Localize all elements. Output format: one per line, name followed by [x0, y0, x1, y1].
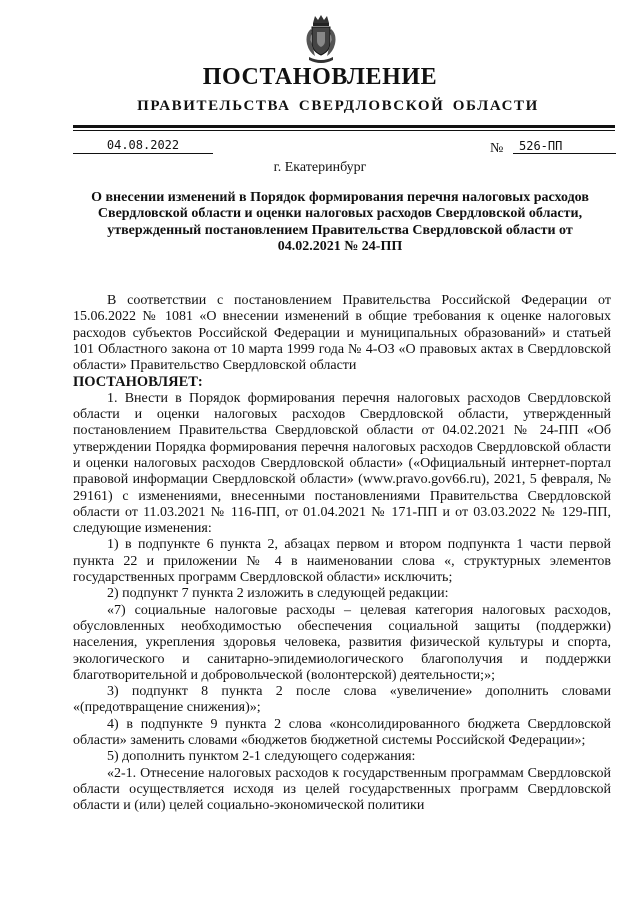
document-body [73, 293, 611, 815]
body-paragraph: 5) дополнить пунктом 2-1 следующего содержания: [107, 749, 416, 765]
number-sign: № [490, 141, 504, 156]
header-rule-thin [73, 130, 615, 131]
body-paragraph: 4) в подпункте 9 пункта 2 слова «консолидированного бюджета Свердловской области» заменить словами «бюджетов бюджетной системы Российской Федерации»; [73, 716, 611, 749]
body-paragraph: 1. Внести в Порядок формирования перечня налоговых расходов Свердловской области и оценки налоговых расходов Свердловской области, утвержденный постановлением Правительства Свердловской области от 04.02.2021 № 24-ПП «Об утверждении Порядка формирования перечня налоговых расходов Свердловской области и оценки налоговых расходов Свердловской области» («Официальный интернет-портал правовой информации Свердловской области» (www.pravo.gov66.ru), 2021, 5 февраля, № 29161) с изменениями, внесенными постановлениями Правительства Свердловской области от 11.03.2021 № 116-ПП, от 01.04.2021 № 171-ПП и от 03.03.2022 № 129-ПП, следующие изменения: [73, 390, 611, 537]
body-paragraph: «2-1. Отнесение налоговых расходов к государственным программам Свердловской области осуществляется исходя из целей государственных программ Свердловской области и (или) целей социально-экономической политики [73, 765, 611, 814]
body-paragraph: «7) социальные налоговые расходы – целевая категория налоговых расходов, обусловленных необходимостью обеспечения социальной защиты (поддержки) населения, укрепления здоровья человека, развития физической культуры и спорта, экологического и санитарно-эпидемиологического благополучия и поддержки благотворительной и добровольческой (волонтерской) деятельности;»; [73, 602, 611, 683]
document-number: 526-ПП [513, 139, 616, 154]
coat-of-arms-emblem [303, 14, 339, 64]
document-place: г. Екатеринбург [273, 160, 367, 175]
document-title: О внесении изменений в Порядок формирования перечня налоговых расходов Свердловской области и оценки налоговых расходов Свердловской области, утвержденный постановлением Правительства Свердловской области от 04.02.2021 № 24-ПП [91, 190, 589, 254]
issuing-authority-heading: ПРАВИТЕЛЬСТВА СВЕРДЛОВСКОЙ ОБЛАСТИ [137, 98, 539, 114]
decree-word: ПОСТАНОВЛЯЕТ: [73, 374, 203, 391]
header-rule-thick [73, 125, 615, 128]
preamble-paragraph: В соответствии с постановлением Правительства Российской Федерации от 15.06.2022 № 1081 «О внесении изменений в общие требования к оценке налоговых расходов субъектов Российской Федерации и муниципальных образований» и статьей 101 Областного закона от 10 марта 1999 года № 4-ОЗ «О правовых актах в Свердловской области» Правительство Свердловской области [73, 293, 611, 374]
document-number-block [490, 139, 615, 157]
document-type-heading: ПОСТАНОВЛЕНИЕ [202, 64, 438, 90]
body-paragraph: 1) в подпункте 6 пункта 2, абзацах первом и втором подпункта 1 части первой пункта 22 и приложении № 4 в наименовании слова «, структурных элементов государственных программ Свердловской области» исключить; [73, 537, 611, 586]
body-paragraph: 2) подпункт 7 пункта 2 изложить в следующей редакции: [107, 586, 449, 602]
document-date: 04.08.2022 [73, 138, 213, 154]
body-paragraph: 3) подпункт 8 пункта 2 после слова «увеличение» дополнить словами «(предотвращение снижения)»; [73, 684, 611, 716]
